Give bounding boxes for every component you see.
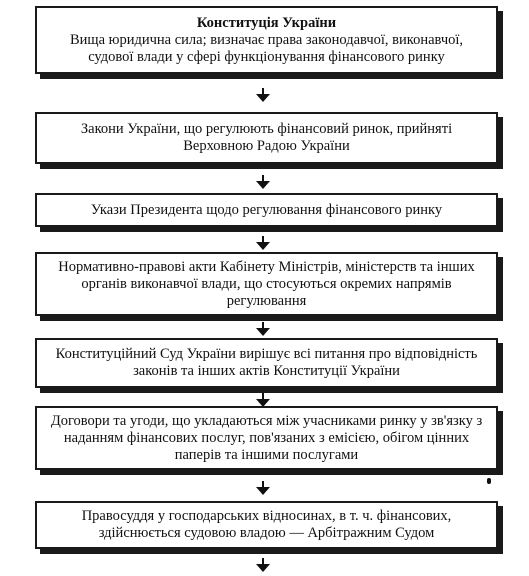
flow-box-title: Конституція України bbox=[196, 14, 337, 31]
down-arrow-icon bbox=[255, 558, 271, 572]
flow-box-text: Укази Президента щодо регулювання фінансового ринку bbox=[90, 201, 443, 218]
flow-box-text: Договори та угоди, що укладаються між учасниками ринку у зв'язку з наданням фінансових послуг, пов'язаних з емісією, обігом цінних паперів та іншими послугами bbox=[50, 412, 483, 463]
down-arrow-icon bbox=[255, 236, 271, 250]
flow-box-decrees bbox=[35, 193, 498, 227]
flow-box-justice bbox=[35, 501, 498, 549]
flow-box-text: Правосуддя у господарських відносинах, в т. ч. фінансових, здійснюється судовою владою — Арбітражним Судом bbox=[81, 508, 452, 541]
flow-box-text: Конституційний Суд України вирішує всі питання про відповідність законів та інших актів Конституції України bbox=[55, 346, 478, 379]
down-arrow-icon bbox=[255, 481, 271, 495]
flow-box-text: Нормативно-правові акти Кабінету Міністрів, міністерств та інших органів виконавчої влади, що стосуються окремих напрямів регулювання bbox=[58, 258, 475, 309]
flow-box-constitution bbox=[35, 6, 498, 74]
flow-box-text: Вища юридична сила; визначає права законодавчої, виконавчої, судової влади у сфері функціонування фінансового ринку bbox=[69, 31, 464, 65]
flow-box-laws bbox=[35, 112, 498, 164]
down-arrow-icon bbox=[255, 393, 271, 407]
down-arrow-icon bbox=[255, 322, 271, 336]
flow-box-regulations bbox=[35, 252, 498, 316]
flow-box-agreements bbox=[35, 406, 498, 470]
flow-box-constitutional-court bbox=[35, 338, 498, 388]
down-arrow-icon bbox=[255, 175, 271, 189]
flow-box-text: Закони України, що регулюють фінансовий ринок, прийняті Верховною Радою України bbox=[80, 121, 453, 154]
scan-speck bbox=[487, 478, 491, 484]
down-arrow-icon bbox=[255, 88, 271, 102]
